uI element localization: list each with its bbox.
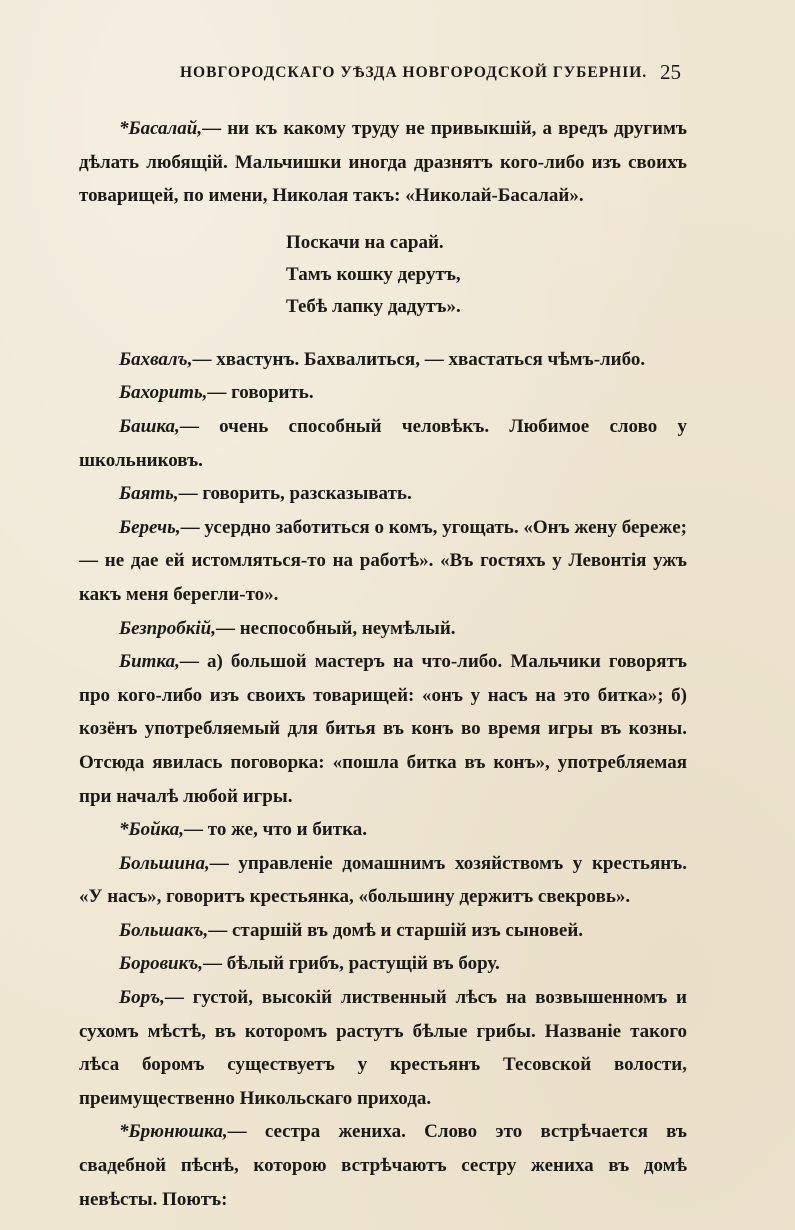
entry-definition: — то же, что и битка. bbox=[184, 819, 368, 841]
entry-definition: — усердно заботиться о комъ, угощать. «Онъ жену бережe; — не дае ей истомляться-то на работѣ». «Въ гостяхъ у Левонтія ужъ какъ меня берегли-то». bbox=[79, 516, 687, 605]
page-number: 25 bbox=[660, 60, 681, 84]
verse-line: Поскачи на сарай. bbox=[286, 231, 444, 253]
entry-definition: — говорить. bbox=[207, 382, 314, 404]
entry-term: *Брюнюшка, bbox=[119, 1121, 228, 1143]
running-head: НОВГОРОДСКАГО УѢЗДА НОВГОРОДСКОЙ ГУБЕРНІИ. bbox=[180, 64, 648, 81]
verse-line: Тебѣ лапку дадутъ». bbox=[286, 295, 461, 317]
entry-term: Боровикъ, bbox=[119, 953, 204, 975]
entry-term: *Бойка, bbox=[119, 819, 185, 841]
entry-bakhorit bbox=[79, 376, 687, 410]
entry-bakhval bbox=[79, 343, 687, 377]
entry-bashka bbox=[79, 410, 687, 477]
entry-definition: — очень способный человѣкъ. Любимое слово у школьниковъ. bbox=[79, 415, 687, 471]
entry-definition: — хвастунъ. Бахвалиться, — хвастаться чѣмъ-либо. bbox=[192, 348, 646, 370]
entry-bitka bbox=[79, 645, 687, 813]
entry-term: Бахвалъ, bbox=[119, 348, 193, 370]
entry-definition: — ни къ какому труду не привыкшій, а вредъ другимъ дѣлать любящій. Мальчишки иногда дразнятъ кого-либо изъ своихъ товарищей, по имени, Николая такъ: «Николай-Басалай». bbox=[79, 118, 687, 207]
entry-term: Большакъ, bbox=[119, 919, 209, 941]
entry-term: Бахорить, bbox=[119, 382, 208, 404]
entry-definition: — неспособный, неумѣлый. bbox=[215, 617, 456, 639]
entry-definition: — сестра жениха. Слово это встрѣчается въ свадебной пѣснѣ, которою встрѣчаютъ сестру жениха въ домѣ невѣсты. Поютъ: bbox=[79, 1121, 687, 1210]
entry-definition: — бѣлый грибъ, растущій въ бору. bbox=[203, 953, 500, 975]
entry-term: Большина, bbox=[119, 852, 210, 874]
entry-term: *Басалай, bbox=[119, 118, 203, 139]
entry-boika bbox=[79, 813, 687, 847]
entry-definition: — а) большой мастеръ на что-либо. Мальчики говорятъ про кого-либо изъ своихъ товарищей: «онъ у насъ на это битка»; б) козёнъ употребляемый для битья въ конъ во время игры въ козны. Отсюда явилась поговорка: «пошла битка въ конъ», употребляемая при началѣ любой игры. bbox=[79, 651, 687, 807]
entry-bayat bbox=[79, 477, 687, 511]
entry-bezprobkii bbox=[79, 612, 687, 646]
entry-borovik bbox=[79, 947, 687, 981]
entry-definition: — старшій въ домѣ и старшій изъ сыновей. bbox=[208, 919, 584, 941]
entry-bolshak bbox=[79, 914, 687, 948]
entry-bor bbox=[79, 981, 687, 1115]
entry-bryunyushka bbox=[79, 1115, 687, 1216]
entry-term: Башка, bbox=[119, 415, 180, 437]
entry-bolshina bbox=[79, 847, 687, 914]
entry-term: Боръ, bbox=[119, 987, 165, 1009]
entry-definition: — говорить, разсказывать. bbox=[178, 483, 412, 505]
entry-term: Баять, bbox=[119, 483, 179, 505]
entry-berech bbox=[79, 511, 687, 612]
verse bbox=[79, 227, 687, 323]
page-body bbox=[79, 112, 687, 1216]
entry-term: Безпробкій, bbox=[119, 617, 216, 639]
entry-definition: — управленіе домашнимъ хозяйствомъ у крестьянъ. «У насъ», говоритъ крестьянка, «большину держитъ свекровь». bbox=[79, 852, 687, 908]
entry-definition: — густой, высокій лиственный лѣсъ на возвышенномъ и сухомъ мѣстѣ, въ которомъ растутъ бѣлые грибы. Названіе такого лѣса боромъ существуетъ у крестьянъ Тесовской волости, преимущественно Никольскаго прихода. bbox=[79, 987, 687, 1109]
entry-term: Беречь, bbox=[119, 516, 181, 538]
entry-term: Битка, bbox=[119, 651, 180, 673]
entry-basalai bbox=[79, 112, 687, 213]
verse-line: Тамъ кошку дерутъ, bbox=[286, 263, 461, 285]
